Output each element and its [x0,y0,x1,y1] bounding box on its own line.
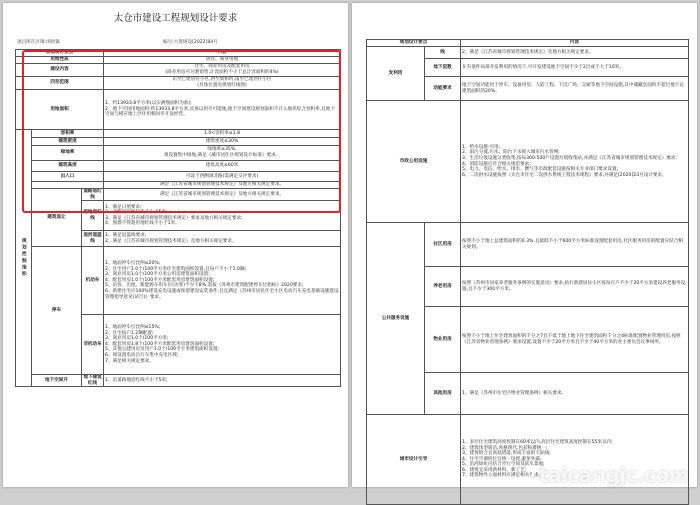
cell-line: 6、新建住宅应100%建设充电设施或预留建设安装条件,且宜满足《苏州市居民住宅小区电动汽车充电基础设施建设管理指导意见(试行)》要求。 [105,289,339,300]
row-value [461,101,689,223]
cell-line: 1、多层住宅建筑高度控制在60米以内,高层住宅建筑高度控制在55米以内; [462,439,613,445]
row-sublabel: 非机动车 [82,315,104,375]
cell-line: 2、满足《江苏省城市规划管理技术规定》及地方相关规定要求。 [105,238,237,244]
blank-cell [32,182,104,189]
cell-line: 2、建筑体型简洁,风格现代,色彩和谐统一; [462,445,548,451]
document-page-left [3,3,348,487]
table-row [16,77,341,90]
row-label: 发利用 [367,47,425,101]
cell-line: 3、商业用房1.0个/100平方米; [105,336,169,342]
table-row [16,130,341,138]
row-value: 按照不小于地上总建筑面积的0.3%,且最低不小于600平方米标准设置配套用房,社区服务用房的配置应结合相关规划。 [461,223,689,267]
cell-line: 4、住宅空调机位宜统一设置,避免外露; [462,456,542,462]
table-row [16,375,341,387]
cell-line: 绿地率≥35%, [207,147,237,153]
planning-requirements-table-continued [366,39,689,505]
row-label: 用地性质 [16,57,104,64]
cell-line: 5、其他公建用房及用户1.0个/100平方米建筑面积设置; [105,347,219,353]
cell-line: 5、访客、出租、新能源车用车位(访客)不少于8%,需按《苏州市建筑配建停车位指标》2020要求; [105,283,304,289]
row-value [104,64,341,77]
row-value [104,90,341,130]
row-label: 出入口 [32,172,104,182]
table-row [367,415,689,505]
row-label: 停车 [32,247,82,375]
row-value [104,146,341,161]
cell-line: 3、建筑组合宜高低错落,形成丰富的天际线; [462,451,551,457]
header-cell: 规划设计要点 [16,50,104,57]
row-label: 市政公用设施 [367,101,461,223]
cell-line: (具体位置见规划红线图) [197,83,247,88]
row-value: 可设于西侧浏北路(需满足交评要求) [104,172,341,182]
cell-line: 1、满足日照要求; [105,204,142,210]
row-sublabel: 机动车 [82,247,104,315]
table-header-row [367,40,689,47]
cell-line: 2、住宅用户1.0个/100平方米住宅建筑面积设置,且每户不小于1.0辆; [105,266,247,272]
row-value [104,247,341,315]
row-sublabel: 地下层数 [425,59,461,77]
cell-line: 7、建筑物外立面材料应满足相关要求。 [462,473,544,479]
row-value: 1、满足《苏州市住宅区物业管理条例》相关要求。 [461,373,689,415]
row-sublabel: 道路退红线 [83,189,102,200]
row-sublabel: 动能要求 [425,77,461,101]
table-row [16,182,341,189]
row-label: 地下空间开 [32,375,82,387]
watermark: taicangjc.com [538,463,689,487]
row-value: 居住、商业用地 [104,57,341,64]
cell-line: 1、地面停车位比例≤20%; [105,261,161,267]
row-sublabel: 养老用房 [425,267,461,307]
cell-line: 住宅、商业用房及配套用房 [194,64,250,70]
cell-line: 5、电力、电信、给水、排水、燃气等市政配套设施按相关专业部门要求设置; [462,167,619,173]
header-cell: 内容 [104,50,341,57]
row-label: 建筑密度 [32,138,104,146]
row-value: 满足《江苏省城市规划管理技术规定》及地方相关规定要求。 [104,182,341,189]
table-row [16,146,341,161]
row-sublabel: 退河道蓝线 [82,231,104,247]
row-value: 按照不小于地上住宅建筑面积的千分之7且不低于地上地下住宅建筑面积千分之4标准配置物业管理用房,按照《江苏省物业管理条例》要求设置,设置不少于20平方米且不少于40平方米的业主委员会议事场所。 [461,307,689,373]
cell-line: 4、围墙不得超用地红线不小于1米。 [105,221,180,227]
row-value: 满足《江苏省城市规划管理技术规定》及地方相关规定要求。 [104,189,341,201]
row-value: 建筑高度≤60米 [104,161,341,172]
row-value: 建筑密度≤30% [104,138,341,146]
row-value: 地下空间功能用于停车、设备用房、人防工程、下沉广场、交通等地下空间设施,其中储藏室面积不超过地下总建筑面积的20%。 [461,77,689,101]
row-value [104,315,341,375]
cell-line: 6、二次供水设施按照《太仓市住宅二次供水系统工程技术规程》要求,并满足[2020]23号设计要求。 [462,172,667,178]
table-row [16,138,341,146]
cell-line: 2、北侧退用地红线不小于5米; [105,210,168,216]
cell-line: 4、配套用房1.8个/100平方米配套用房建筑面积设置; [105,341,215,347]
cell-line: 6、建筑宜采用新材料、新工艺; [462,467,527,473]
row-label: 公共服务设施 [367,223,425,415]
row-value [461,415,689,505]
row-sublabel: 地下建筑红线 [83,375,102,386]
table-header-row [16,50,341,57]
row-sublabel: 线 [425,47,461,59]
row-value: 1.0<容积率≤1.8 [104,130,341,138]
row-sublabel: 社区用房 [425,223,461,267]
row-value [104,77,341,90]
row-value: 2、满足《江苏省城市规划管理技术规定》及地方相关规定要求。 [461,47,689,59]
row-value [104,201,341,231]
table-row [367,223,689,267]
document-number: 编号:大资规设[2022]84号 [163,40,218,45]
row-label: 绿地率 [32,146,104,161]
row-label: 建设内容 [16,64,104,77]
cell-line: 2、住宅按户1.2辆配置; [105,330,154,336]
cell-line: 1、地面停车位比例≤15%; [105,325,161,331]
side-label-text: 规划控制指标 [21,238,27,278]
row-value: 在有条件局部开发利用的情况下,可开发建设地下空间不少于2层或不大于10米。 [461,59,689,77]
cell-line: 1、给水设施:可用; [462,144,501,150]
cell-line: 3、商业用房1.0个/100平方米公用房建筑面积设置; [105,272,210,278]
document-title: 太仓市建设工程规划设计要求 [113,13,238,24]
cell-line: 2、雨污分流,污水、阳台下水接入城市污水管网; [462,150,560,156]
cell-line: 6、须设置电动自行车集中充电区域; [105,353,179,359]
project-location: 项目所在区镇:浏河镇 [17,40,60,45]
cell-line: 1、满足退蓝线要求; [105,233,147,239]
planning-requirements-table [15,49,341,387]
cell-line: 东至已建居住小区,西至新和河,南至已建居住小区 [172,77,272,83]
row-sublabel: 用地退红线 [82,201,104,231]
table-row [16,247,341,315]
table-row [16,161,341,172]
table-row [367,101,689,223]
table-row [16,57,341,64]
cell-line: 须设置集中绿地,满足《城市居住区规划设计标准》要求。 [163,153,281,158]
cell-line: 5、沿河绿化应结合步行空间及滨水景观; [462,462,545,468]
table-row [16,189,341,201]
side-label [16,130,32,387]
cell-line: (商业用房可分割销售,计容面积不小于总计容面积的4%) [165,70,279,75]
cell-line: 1、约13933.8平方米(以实测图面积为准); [105,101,192,107]
row-sublabel: 其他用房 [425,373,461,415]
row-label: 用地面积 [16,90,104,130]
cell-line: 4、配套用房1.0个/100平方米配套用房建筑面积设置; [105,277,215,283]
row-label: 建筑退让 [32,189,82,247]
row-sublabel: 物业用房 [425,307,461,373]
cell-line: 7、满足相关规定要求。 [105,358,154,364]
row-label: 城市设计引导 [367,415,461,505]
cell-line: 3、满足《江苏省城市规划管理技术规定》要求及地方相关规定要求; [105,215,243,221]
table-row [367,47,689,59]
row-value: 按照《苏州市居家养老服务条例的实施意见》要求,执行新建居住小区按每百户不少于20平方米建设养老服务设施,且不少于300平方米。 [461,267,689,307]
cell-line: 3、生活垃圾设施分类收集,按每300-500户设置垃圾收集站,并满足《江苏省城市规划管理技术规定》要求; [462,155,677,161]
row-label: 四至范围 [16,77,104,90]
table-row [16,172,341,182]
cell-line: 4、消防设施应符合相关规范要求; [462,161,531,167]
cell-line: 2、地下空间用地面积:约13933.8平方米,具体以用尽可能地,地下空间建设规划面积不计入地块综合容积率,且地下空间与相应地上层住用相同步开发经营。 [105,106,335,118]
header-cell: 规划设计要点 [367,40,461,47]
row-label: 容积率 [32,130,104,138]
header-cell: 内容 [461,40,689,47]
table-row [16,90,341,130]
row-label: 建筑高度 [32,161,104,172]
table-row [16,64,341,77]
row-value: 1、沿道路地退红线不小于5米; [104,375,341,387]
document-page-right [352,3,697,487]
row-value [104,231,341,247]
